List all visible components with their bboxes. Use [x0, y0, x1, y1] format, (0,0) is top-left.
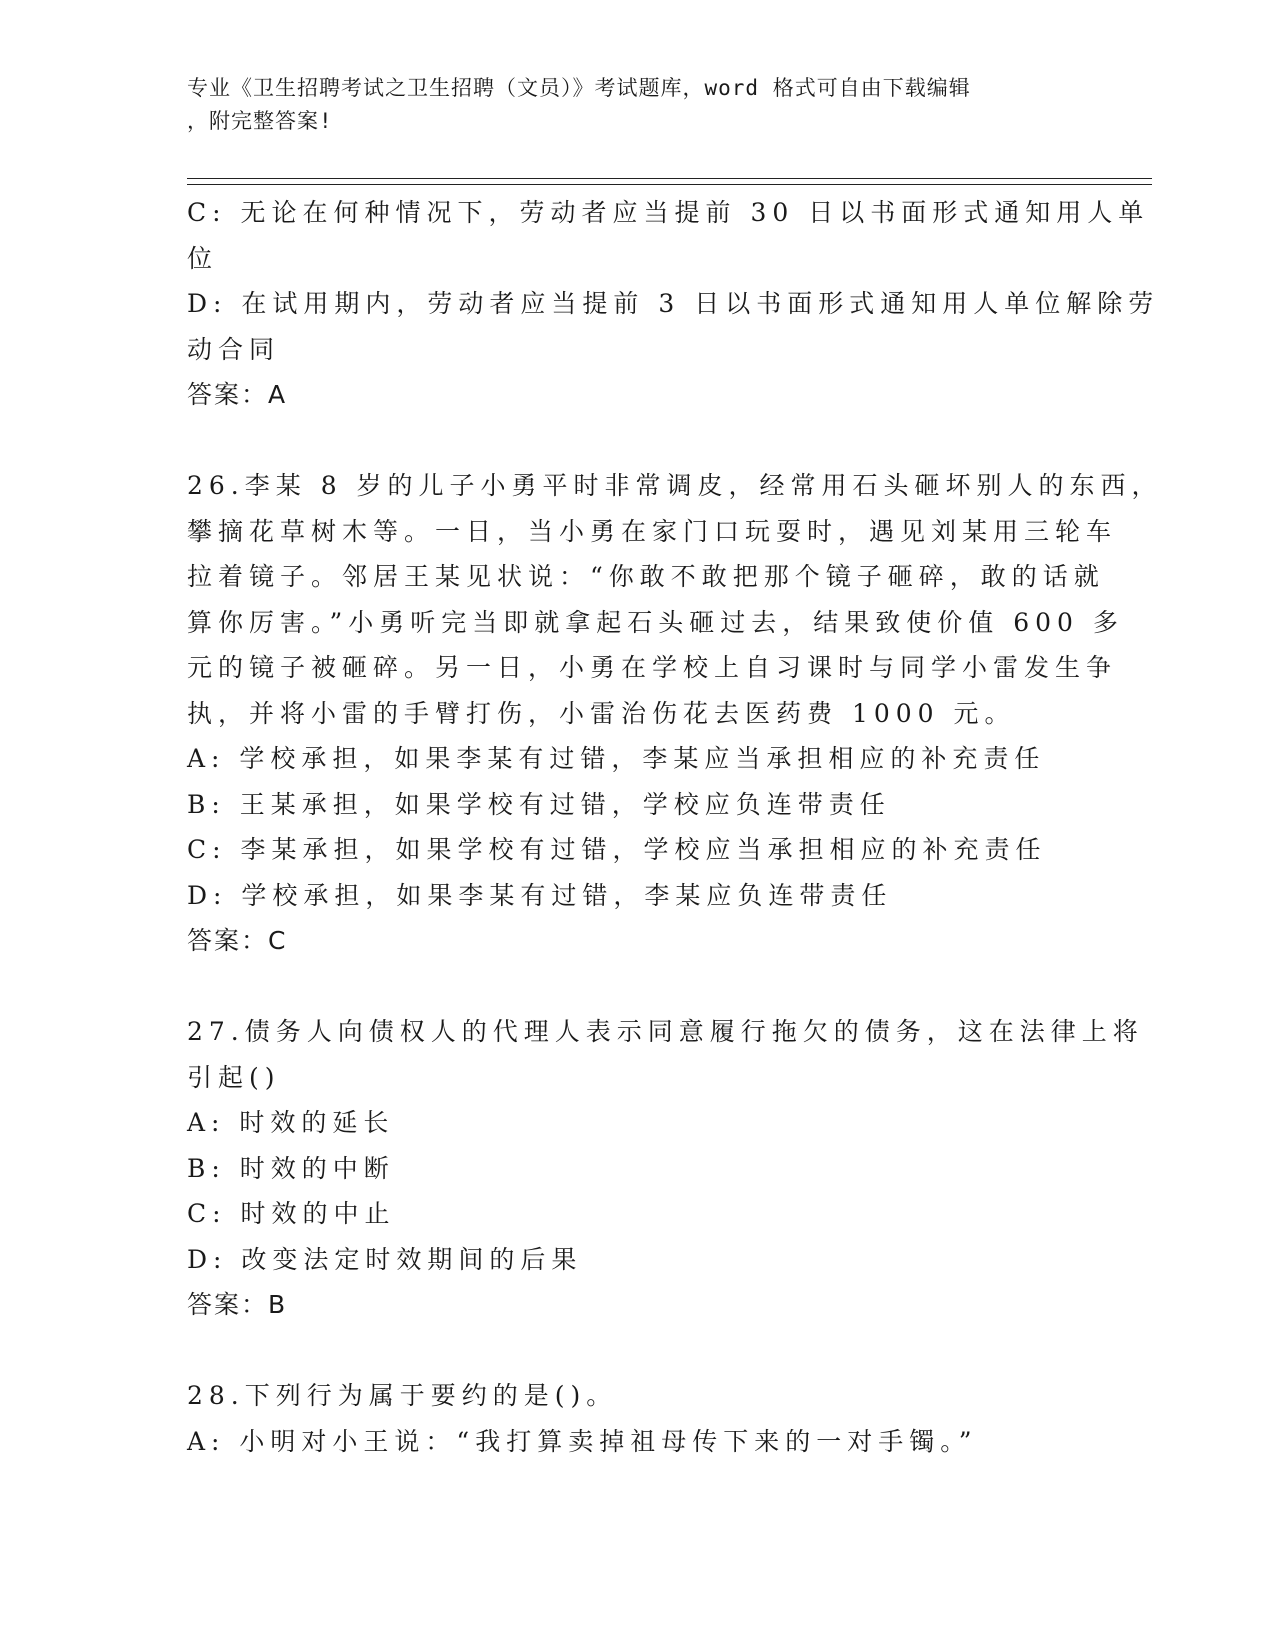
q28-option-a: A: 小明对小王说：“我打算卖掉祖母传下来的一对手镯。” [187, 1426, 978, 1456]
q26-stem-line: 算你厉害。”小勇听完当即就拿起石头砸过去，结果致使价值 600 多 [187, 607, 1124, 637]
question-27 [187, 1009, 1144, 1328]
option-line: C: 无论在何种情况下，劳动者应当提前 30 日以书面形式通知用人单 [187, 198, 1150, 227]
q26-stem-line: 攀摘花草树木等。一日，当小勇在家门口玩耍时，遇见刘某用三轮车 [187, 516, 1118, 546]
q27-option-b: B: 时效的中断 [187, 1153, 395, 1183]
header-line-1: 专业《卫生招聘考试之卫生招聘（文员）》考试题库，word 格式可自由下载编辑 [187, 76, 971, 100]
question-content [187, 190, 1163, 1464]
q25-option-d [187, 281, 1160, 372]
q26-option-a: A: 学校承担，如果李某有过错，李某应当承担相应的补充责任 [187, 744, 1046, 773]
q26-option-d: D: 学校承担，如果李某有过错，李某应负连带责任 [187, 880, 893, 910]
option-line: 位 [187, 243, 219, 273]
q27-answer: 答案：B [187, 1290, 288, 1319]
q26-option-b: B: 王某承担，如果学校有过错，学校应负连带责任 [187, 789, 891, 819]
q28-stem-line: 28.下列行为属于要约的是()。 [187, 1381, 618, 1410]
header-divider-bottom [187, 184, 1152, 185]
q27-option-d: D: 改变法定时效期间的后果 [187, 1244, 583, 1274]
q26-stem-line: 拉着镜子。邻居王某见状说：“你敢不敢把那个镜子砸碎，敢的话就 [187, 562, 1105, 591]
option-line: D: 在试用期内，劳动者应当提前 3 日以书面形式通知用人单位解除劳 [187, 289, 1160, 318]
header-line-2: ，附完整答案! [187, 109, 333, 133]
q26-answer: 答案：C [187, 926, 288, 955]
q26-stem-line: 元的镜子被砸碎。另一日，小勇在学校上自习课时与同学小雷发生争 [187, 653, 1118, 682]
q27-option-c: C: 时效的中止 [187, 1199, 396, 1228]
option-line: 动合同 [187, 334, 281, 364]
q27-option-a: A: 时效的延长 [187, 1108, 395, 1137]
question-26 [187, 463, 1163, 964]
spacer [187, 418, 1087, 464]
spacer [187, 1328, 1087, 1374]
q25-answer: 答案：A [187, 380, 288, 409]
q25-option-c [187, 190, 1150, 281]
q27-stem-line: 27.债务人向债权人的代理人表示同意履行拖欠的债务，这在法律上将 [187, 1017, 1144, 1046]
header-divider-top [187, 178, 1152, 179]
document-header [187, 72, 1067, 138]
question-28 [187, 1373, 1087, 1464]
q27-stem-line: 引起() [187, 1062, 281, 1092]
spacer [187, 964, 1087, 1010]
q26-option-c: C: 李某承担，如果学校有过错，学校应当承担相应的补充责任 [187, 835, 1047, 864]
q26-stem-line: 26.李某 8 岁的儿子小勇平时非常调皮，经常用石头砸坏别人的东西， [187, 471, 1163, 500]
q26-stem-line: 执，并将小雷的手臂打伤，小雷治伤花去医药费 1000 元。 [187, 698, 1016, 728]
